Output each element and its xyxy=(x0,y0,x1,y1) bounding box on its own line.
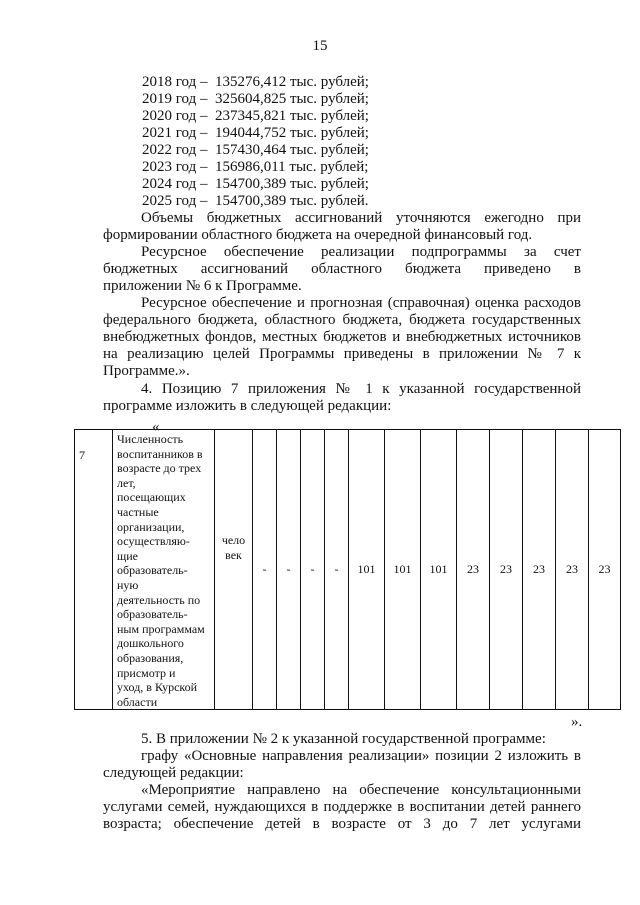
paragraph-line: формировании областного бюджета на очередной финансовый год. xyxy=(103,227,533,243)
indicator-name-line: образователь- xyxy=(117,563,188,578)
paragraph-line: возраста; обеспечение детей в возрасте от 3 до 7 лет услугами xyxy=(103,816,581,832)
open-quote: « xyxy=(152,419,160,435)
value-cell: 101 xyxy=(385,430,421,710)
indicator-name-line: Численность xyxy=(117,432,184,446)
indicator-name-line: дошкольного xyxy=(117,636,184,651)
value-cell: 101 xyxy=(349,430,385,710)
close-quote: ». xyxy=(571,714,583,730)
value-cell: 23 xyxy=(490,430,523,710)
paragraph-line: внебюджетных фондов, местных бюджетов и внебюджетных источников xyxy=(103,329,581,345)
value-cell: 101 xyxy=(421,430,457,710)
indicator-name-line: ным программам xyxy=(117,621,205,636)
row-number: 7 xyxy=(75,430,113,710)
indicator-name-line: возрасте до трех xyxy=(117,461,202,476)
indicator-name-line: щие xyxy=(117,548,138,563)
indicator-name-line: организации, xyxy=(117,519,185,534)
paragraph-line: бюджетных ассигнований областного бюджета приведено в xyxy=(103,261,581,277)
budget-year-line: 2019 год – 325604,825 тыс. рублей; xyxy=(142,91,369,107)
budget-year-line: 2021 год – 194044,752 тыс. рублей; xyxy=(142,125,369,141)
value-cell: - xyxy=(253,430,277,710)
indicator-name-line: области xyxy=(117,694,158,709)
budget-year-line: 2018 год – 135276,412 тыс. рублей; xyxy=(142,74,369,90)
indicator-name-line: деятельность по xyxy=(117,592,201,607)
indicator-name-line: осуществляю- xyxy=(117,534,190,549)
indicator-table xyxy=(74,429,621,710)
value-cell: - xyxy=(301,430,325,710)
paragraph-line: Ресурсное обеспечение реализации подпрограммы за счет xyxy=(141,244,581,260)
budget-year-line: 2020 год – 237345,821 тыс. рублей; xyxy=(142,108,369,124)
paragraph-line: услугами семей, нуждающихся в поддержке в воспитании детей раннего xyxy=(103,799,581,815)
budget-year-line: 2024 год – 154700,389 тыс. рублей; xyxy=(142,176,369,192)
value-cell: - xyxy=(325,430,349,710)
indicator-name-line: ную xyxy=(117,577,139,592)
paragraph-line: Объемы бюджетных ассигнований уточняются ежегодно при xyxy=(141,210,581,226)
paragraph-line: Ресурсное обеспечение и прогнозная (справочная) оценка расходов xyxy=(141,295,581,311)
indicator-name-line: уход, в Курской xyxy=(117,680,198,695)
value-cell: - xyxy=(277,430,301,710)
paragraph-line: 5. В приложении № 2 к указанной государственной программе: xyxy=(141,731,546,747)
paragraph-line: Программе.». xyxy=(103,363,190,379)
indicator-name xyxy=(113,430,215,710)
indicator-name-line: лет, xyxy=(117,475,136,490)
value-cell: 23 xyxy=(556,430,589,710)
paragraph-line: приложении № 6 к Программе. xyxy=(103,278,302,294)
paragraph-line: на реализацию целей Программы приведены в приложении № 7 к xyxy=(103,346,581,362)
indicator-name-line: посещающих xyxy=(117,490,186,505)
indicator-name-line: присмотр и xyxy=(117,665,176,680)
paragraph-line: 4. Позицию 7 приложения № 1 к указанной государственной xyxy=(141,381,581,397)
indicator-name-line: частные xyxy=(117,504,159,519)
paragraph-line: федерального бюджета, областного бюджета, бюджета государственных xyxy=(103,312,581,328)
paragraph-line: следующей редакции: xyxy=(103,765,244,781)
paragraph-line: программе изложить в следующей редакции: xyxy=(103,398,392,414)
value-cell: 23 xyxy=(457,430,490,710)
indicator-name-line: образователь- xyxy=(117,607,188,622)
paragraph-line: графу «Основные направления реализации» позиции 2 изложить в xyxy=(141,748,581,764)
table-row xyxy=(75,430,621,710)
budget-year-line: 2025 год – 154700,389 тыс. рублей. xyxy=(142,193,369,209)
page-number: 15 xyxy=(312,38,328,54)
budget-year-line: 2023 год – 156986,011 тыс. рублей; xyxy=(142,159,369,175)
indicator-name-line: образования, xyxy=(117,650,184,665)
budget-year-line: 2022 год – 157430,464 тыс. рублей; xyxy=(142,142,369,158)
indicator-name-line: воспитанников в xyxy=(117,446,203,461)
value-cell: 23 xyxy=(589,430,621,710)
unit-cell: чело век xyxy=(215,430,253,710)
value-cell: 23 xyxy=(523,430,556,710)
paragraph-line: «Мероприятие направлено на обеспечение консультационными xyxy=(141,782,581,798)
